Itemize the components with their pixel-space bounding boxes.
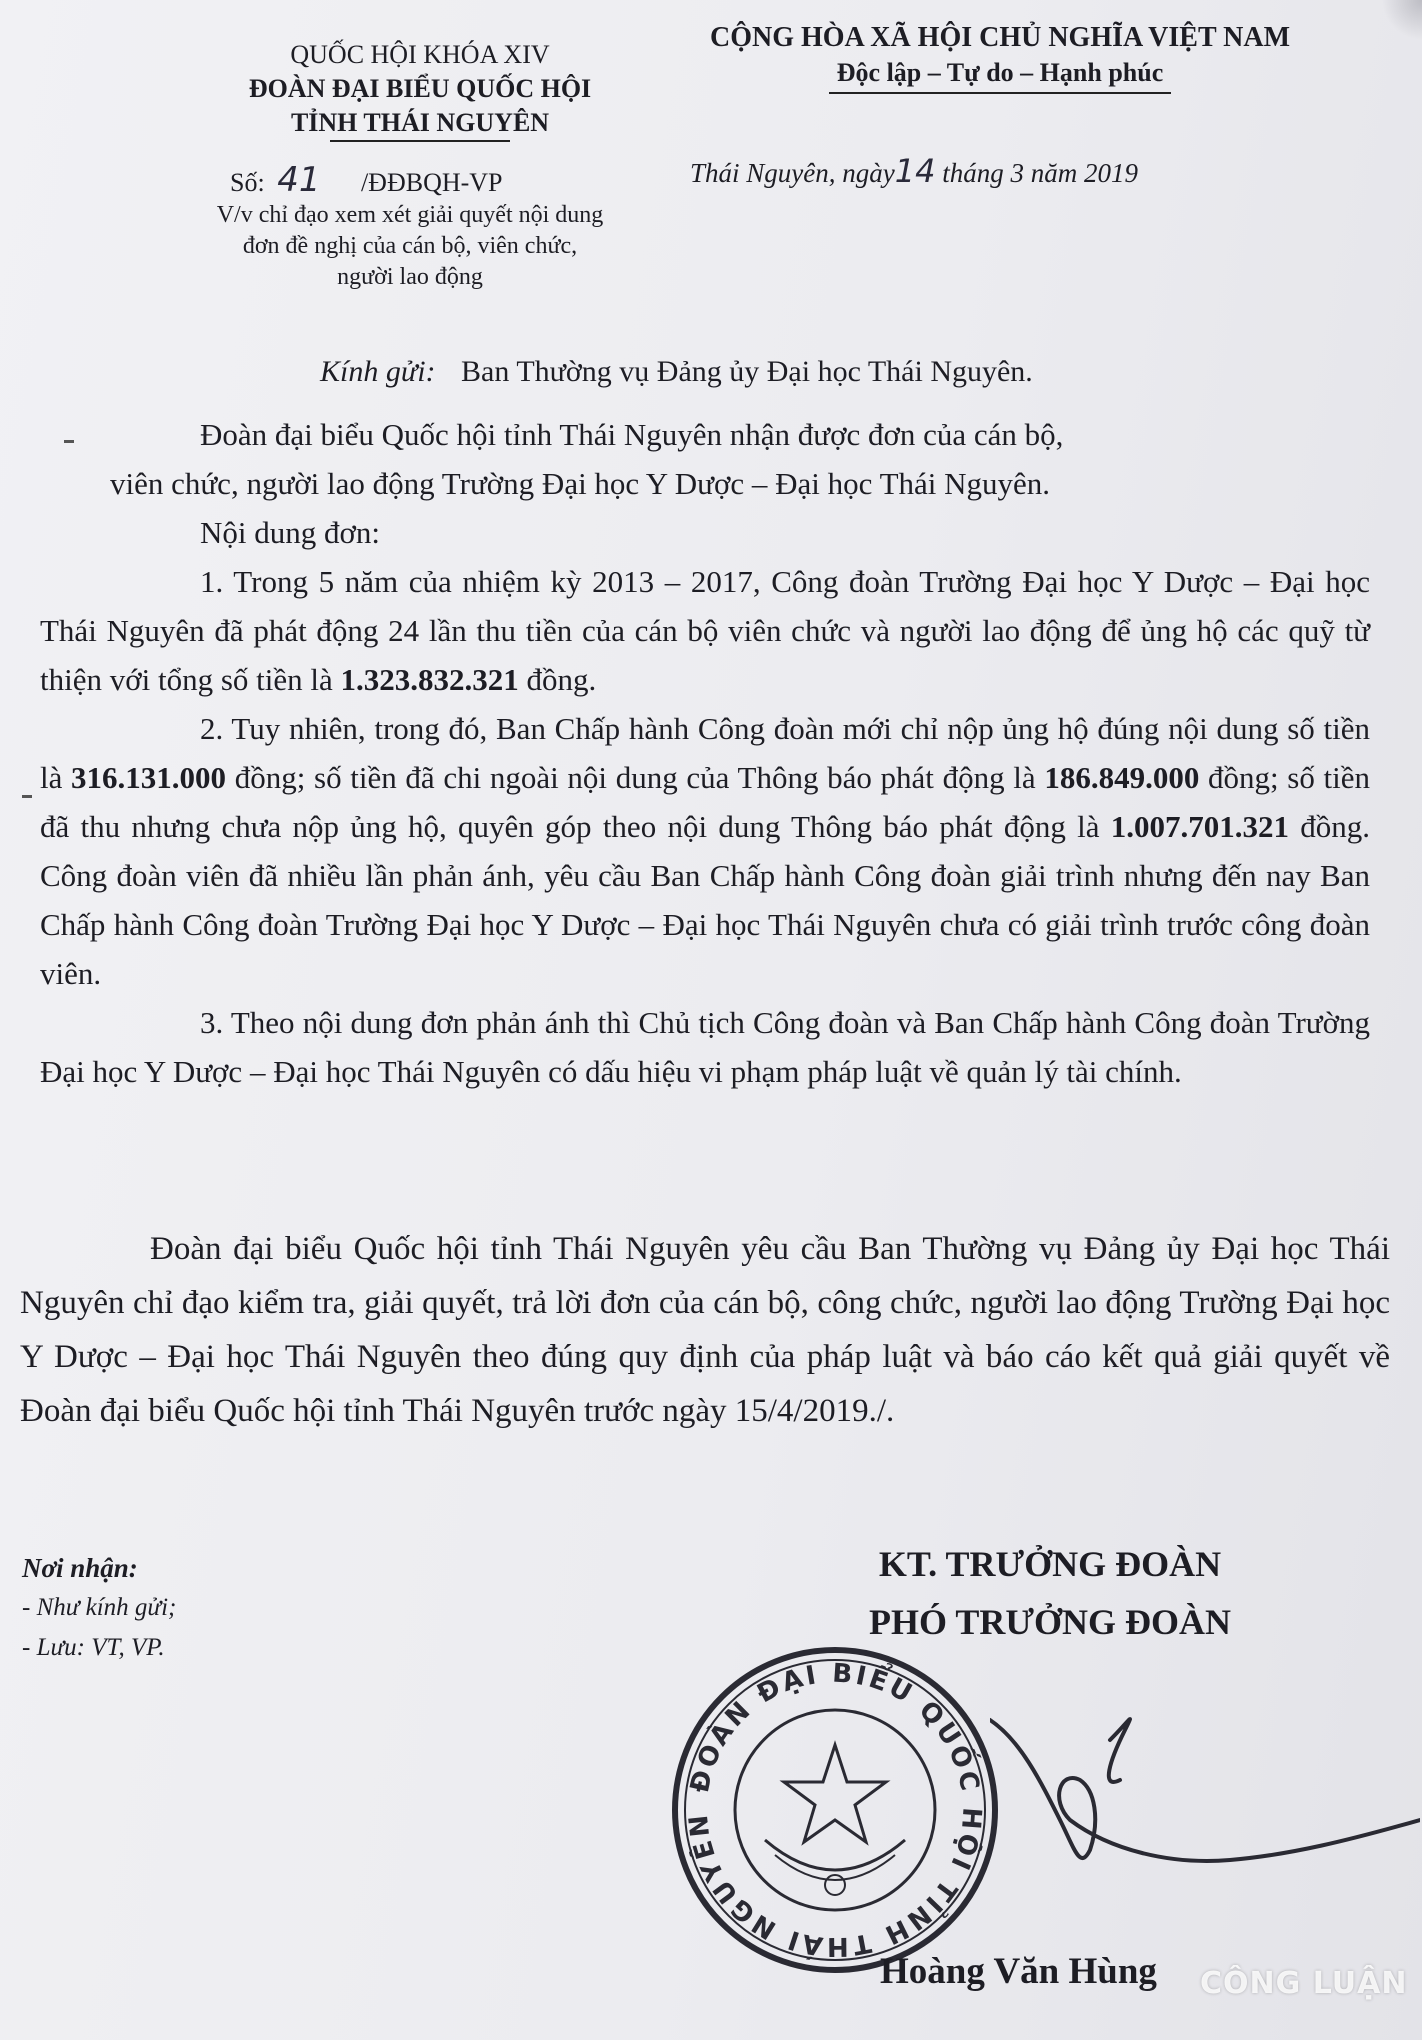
content-label: Nội dung đơn: [200,515,381,550]
number-label: Số: [230,168,265,197]
recipients-title: Nơi nhận: [22,1553,138,1583]
signature-title [800,1535,1300,1651]
svg-text:ĐOÀN ĐẠI BIỂU QUỐC HỘI TỈNH TH [684,1657,987,1962]
date-day: 14 [894,152,936,190]
margin-mark [22,795,32,798]
letter-body [40,410,1370,1096]
intro-line-2: viên chức, người lao động Trường Đại học Y Dược – Đại học Thái Nguyên. [110,466,1051,501]
national-header [660,20,1340,94]
point-2-text-d: đồng. Công đoàn viên đã nhiều lần phản ánh, yêu cầu Ban Chấp hành Công đoàn giải trình nhưng đến nay Ban Chấp hành Công đoàn Trường Đại học Y Dược – Đại học Thái Nguyên chưa có giải trình trước công đoàn viên. [40,809,1371,991]
point-1-amount: 1.323.832.321 [340,662,519,697]
delegation-name: ĐOÀN ĐẠI BIỂU QUỐC HỘI [248,74,592,103]
point-2-text-a: 2. Tuy nhiên, trong đó, Ban Chấp hành Công đoàn mới chỉ nộp ủng hộ đúng nội dung số tiền là [40,711,1370,795]
point-2-text-c: đồng; số tiền đã thu nhưng chưa nộp ủng hộ, quyên góp theo nội dung Thông báo phát động là [40,760,1370,844]
watermark: CÔNG LUẬN [1200,1966,1408,2001]
date-month-year: tháng 3 năm 2019 [942,158,1138,188]
province-name: TỈNH THÁI NGUYÊN [290,108,550,137]
recipient-item-1: - Như kính gửi; [22,1594,177,1621]
signer-name: Hoàng Văn Hùng [880,1951,1157,1992]
number-code: /ĐĐBQH-VP [360,168,503,197]
point-1-text: 1. Trong 5 năm của nhiệm kỳ 2013 – 2017, Công đoàn Trường Đại học Y Dược – Đại học Thái Nguyên đã phát động 24 lần thu tiền của cán bộ viên chức và người lao động để ủng hộ các quỹ từ thiện với tổng số tiền là [40,564,1370,697]
recipient-name: Ban Thường vụ Đảng ủy Đại học Thái Nguyên. [461,355,1033,388]
point-1-tail: đồng. [518,662,597,697]
recipients-list [22,1548,176,1668]
margin-mark [64,440,74,443]
closing-paragraph [20,1222,1390,1438]
point-2-amount-3: 1.007.701.321 [1110,809,1289,844]
place-date-prefix: Thái Nguyên, ngày [690,158,895,188]
point-2 [40,704,1370,998]
handwritten-signature-icon [990,1700,1420,1910]
number-value: 41 [277,160,321,200]
recipient-label: Kính gửi: [320,355,436,388]
national-motto: Độc lập – Tự do – Hạnh phúc [829,56,1172,94]
point-2-text-b: đồng; số tiền đã chi ngoài nội dung của Thông báo phát động là [226,760,1045,795]
page-corner-shadow [1382,0,1422,40]
subject-line-1: V/v chỉ đạo xem xét giải quyết nội dung [216,202,604,228]
seal-text: ĐOÀN ĐẠI BIỂU QUỐC HỘI TỈNH THÁI NGUYÊN [683,1658,987,1962]
point-3: 3. Theo nội dung đơn phản ánh thì Chủ tịch Công đoàn và Ban Chấp hành Công đoàn Trường Đại học Y Dược – Đại học Thái Nguyên có dấu hiệu vi phạm pháp luật về quản lý tài chính. [40,1005,1370,1089]
point-1 [40,557,1370,704]
point-2-amount-2: 186.849.000 [1044,760,1200,795]
issuer-header [160,38,680,142]
recipient-item-2: - Lưu: VT, VP. [22,1634,165,1661]
closing-text: Đoàn đại biểu Quốc hội tỉnh Thái Nguyên yêu cầu Ban Thường vụ Đảng ủy Đại học Thái Nguyên chỉ đạo kiểm tra, giải quyết, trả lời đơn của cán bộ, công chức, người lao động Trường Đại học Y Dược – Đại học Thái Nguyên theo đúng quy định của pháp luật và báo cáo kết quả giải quyết về Đoàn đại biểu Quốc hội tỉnh Thái Nguyên trước ngày 15/4/2019./. [20,1231,1390,1429]
subject-line-3: người lao động [337,264,483,290]
signature-title-1: KT. TRƯỞNG ĐOÀN [878,1544,1222,1584]
point-2-amount-1: 316.131.000 [71,760,227,795]
place-date [690,152,1138,190]
intro-line-1: Đoàn đại biểu Quốc hội tỉnh Thái Nguyên nhận được đơn của cán bộ, [200,417,1064,452]
signature-title-2: PHÓ TRƯỞNG ĐOÀN [868,1602,1231,1642]
assembly-name: QUỐC HỘI KHÓA XIV [290,40,550,69]
header-underline [330,140,510,142]
official-seal-icon [665,1640,1005,1980]
document-number [230,160,503,200]
recipient-line [320,355,1033,389]
nation-title: CỘNG HÒA XÃ HỘI CHỦ NGHĨA VIỆT NAM [709,22,1291,53]
document-subject [150,200,670,293]
subject-line-2: đơn đề nghị của cán bộ, viên chức, [242,233,578,259]
